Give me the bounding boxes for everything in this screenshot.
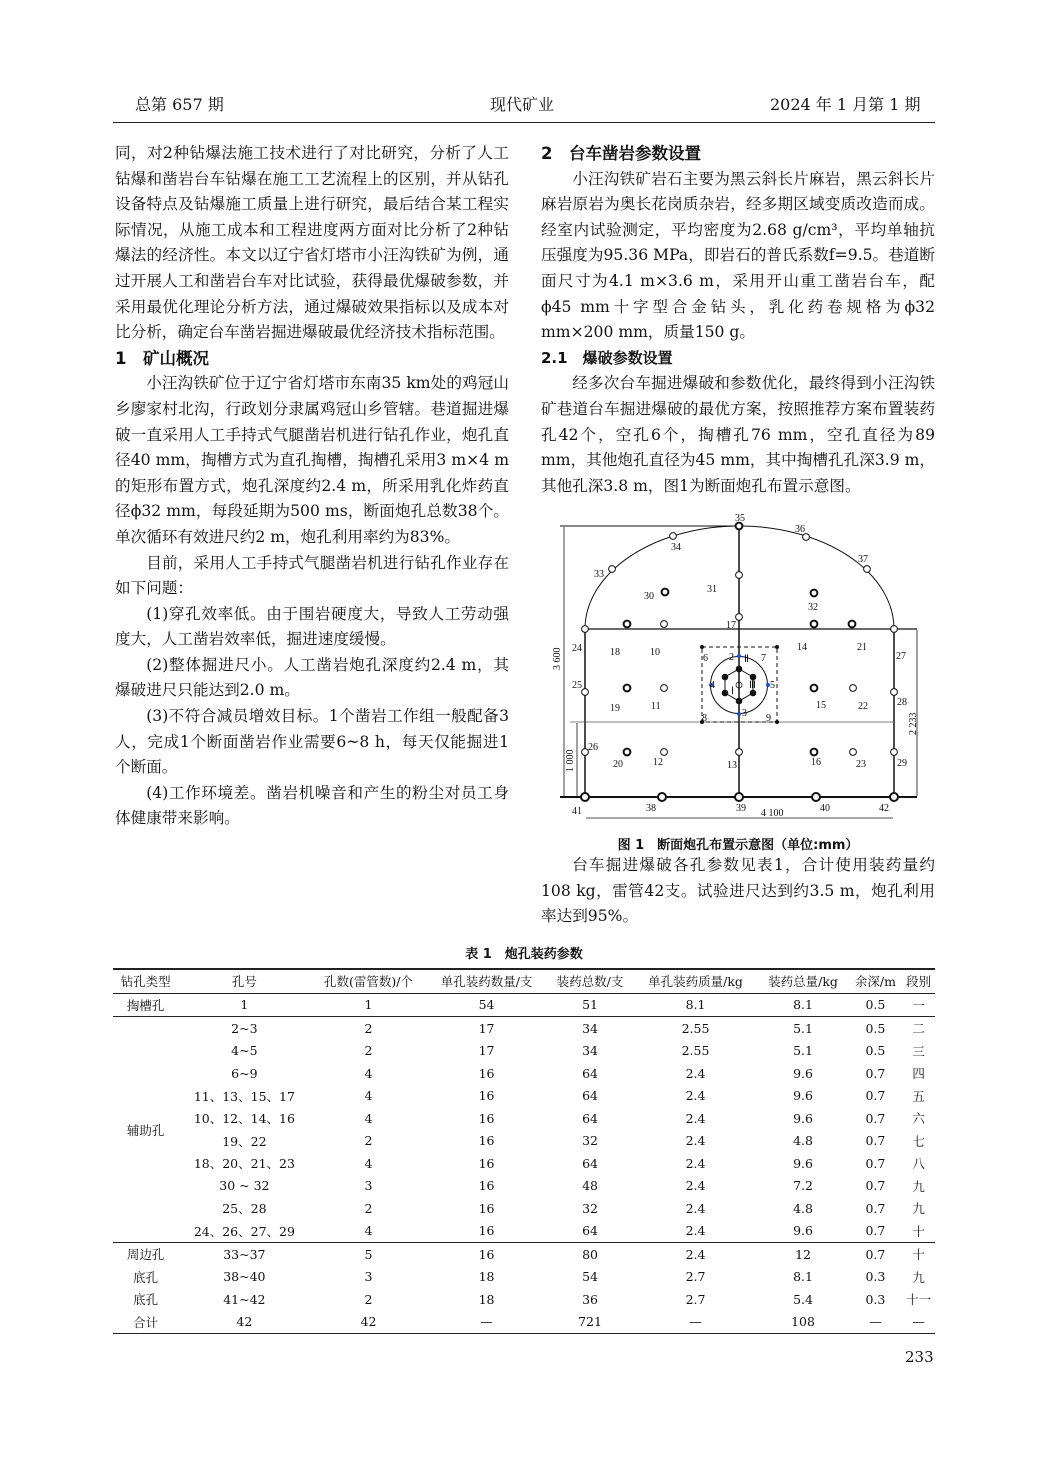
hole-number-label: 17 bbox=[726, 620, 736, 631]
table-cell: 九 bbox=[912, 1201, 925, 1217]
hole-number-label: 15 bbox=[816, 700, 826, 711]
hole-number-label: 4 bbox=[710, 680, 715, 691]
table-cell: 2 bbox=[364, 1291, 373, 1307]
table-row bbox=[113, 1085, 935, 1108]
table-cell: 6~9 bbox=[231, 1065, 258, 1081]
hole-type-cell: 底孔 bbox=[133, 1269, 159, 1285]
corner-hole-marker bbox=[775, 720, 779, 724]
column-header: 孔数(雷管数)/个 bbox=[324, 974, 414, 990]
table-cell: 0.7 bbox=[865, 1155, 886, 1171]
table-cell: 41~42 bbox=[223, 1291, 266, 1307]
hole-number-label: 14 bbox=[797, 642, 807, 653]
hole-number-label: 24 bbox=[572, 643, 582, 654]
table-cell: 5.1 bbox=[793, 1043, 813, 1059]
table-row bbox=[113, 1266, 935, 1289]
charge-parameters-table bbox=[113, 968, 935, 1334]
table-cell: 4 bbox=[364, 1110, 373, 1126]
table-cell: 2 bbox=[364, 1043, 373, 1059]
hole-number-label: Ⅰ bbox=[731, 686, 734, 697]
table-cell: 一 bbox=[912, 997, 925, 1013]
hole-number-label: 38 bbox=[646, 803, 656, 814]
table-cell: 34 bbox=[582, 1043, 598, 1059]
hole-number-label: 12 bbox=[653, 757, 663, 768]
figure-caption: 图 1 断面炮孔布置示意图（单位:mm） bbox=[617, 838, 859, 853]
hole-number-label: Ⅲ bbox=[749, 680, 756, 691]
table-cell: 32 bbox=[582, 1133, 598, 1149]
table-cell: 16 bbox=[478, 1065, 495, 1081]
blasthole-marker bbox=[661, 749, 668, 756]
dimension-wall-label: 2 233 bbox=[908, 712, 919, 735]
blasthole-marker bbox=[891, 689, 898, 696]
table-row bbox=[113, 993, 935, 1017]
table-cell: 十 bbox=[912, 1223, 925, 1239]
table-cell: 42 bbox=[360, 1314, 377, 1330]
hole-number-label: 13 bbox=[727, 760, 737, 771]
table-cell: 0.5 bbox=[865, 997, 886, 1013]
table-cell: 64 bbox=[582, 1155, 598, 1171]
hole-number-label: 34 bbox=[671, 542, 681, 553]
table-cell: 5 bbox=[364, 1246, 373, 1262]
hole-number-label: 40 bbox=[820, 803, 830, 814]
hole-number-label: 33 bbox=[594, 569, 604, 580]
table-cell: 2.55 bbox=[681, 1020, 710, 1036]
table-cell: 0.7 bbox=[865, 1065, 886, 1081]
table-cell: 9.6 bbox=[793, 1088, 813, 1104]
hole-number-label: 23 bbox=[856, 759, 866, 770]
hole-number-label: Ⅱ bbox=[744, 654, 749, 665]
blasthole-marker bbox=[624, 621, 631, 628]
table-cell: 12 bbox=[795, 1246, 811, 1262]
table-cell: 2.4 bbox=[685, 1223, 706, 1239]
table-cell: 24、26、27、29 bbox=[193, 1223, 295, 1239]
table-cell: 0.7 bbox=[865, 1178, 886, 1194]
table-cell: 4~5 bbox=[231, 1043, 258, 1059]
blasthole-marker bbox=[850, 685, 857, 692]
hole-type-cell: 底孔 bbox=[133, 1292, 159, 1308]
table-cell: 18、20、21、23 bbox=[193, 1156, 295, 1172]
blasthole-marker bbox=[662, 589, 669, 596]
hole-type-cell: 周边孔 bbox=[126, 1247, 165, 1263]
table-cell: 二 bbox=[912, 1021, 925, 1037]
blasthole-marker bbox=[661, 621, 668, 628]
table-cell: 30 ~ 32 bbox=[219, 1178, 270, 1194]
table-row bbox=[113, 1017, 935, 1040]
table-cell: 108 bbox=[791, 1314, 815, 1330]
table-cell: 80 bbox=[582, 1246, 598, 1262]
table-cell: 16 bbox=[478, 1088, 495, 1104]
running-header-issue: 总第 657 期 bbox=[135, 95, 224, 114]
table-cell: 33~37 bbox=[223, 1246, 266, 1262]
table-cell: 六 bbox=[912, 1111, 925, 1127]
table-cell: 8.1 bbox=[685, 997, 706, 1013]
hole-number-label: 7 bbox=[761, 653, 766, 664]
hole-number-label: 41 bbox=[572, 806, 582, 817]
paragraph: 小汪沟铁矿岩石主要为黑云斜长片麻岩，黑云斜长片麻岩原岩为奥长花岗质杂岩，经多期区域变质改造而成。经室内试验测定，平均密度为2.68 g/cm³，平均单轴抗压强度为95.36 MPa，即岩石的普氏系数f=9.5。巷道断面尺寸为4.1 m×3.6 m，采用开山重工凿岩台车，配ϕ45 mm十字型合金钻头，乳化药卷规格为ϕ32 mm×200 mm，质量150 g。 bbox=[541, 169, 935, 342]
table-cell: 0.5 bbox=[865, 1020, 886, 1036]
hole-number-label: 5 bbox=[770, 680, 775, 691]
column-header: 装药总量/kg bbox=[768, 974, 838, 990]
blasthole-marker bbox=[609, 566, 616, 573]
table-cell: 5.4 bbox=[793, 1291, 813, 1307]
paragraph: 小汪沟铁矿位于辽宁省灯塔市东南35 km处的鸡冠山乡廖家村北沟，行政划分隶属鸡冠山乡管辖。巷道掘进爆破一直采用人工手持式气腿凿岩机进行钻孔作业，炮孔直径40 mm，掏槽方式为直孔掏槽，掏槽孔采用3 m×4 m的矩形布置方式，炮孔深度约2.4 m，所采用乳化炸药直径ϕ32 mm，每段延期为500 ms，断面炮孔总数38个。单次循环有效进尺约2 m，炮孔利用率约为83%。 bbox=[115, 374, 509, 546]
table-row bbox=[113, 1243, 935, 1266]
table-cell: 17 bbox=[478, 1043, 495, 1059]
table-cell: 16 bbox=[478, 1246, 495, 1262]
section-2-heading: 2 台车凿岩参数设置 bbox=[541, 144, 701, 163]
hole-number-label: 16 bbox=[811, 757, 821, 768]
table-cell: 54 bbox=[478, 997, 495, 1013]
table-cell: 64 bbox=[582, 1110, 598, 1126]
paragraph: (2)整体掘进尺小。人工凿岩炮孔深度约2.4 m，其爆破进尺只能达到2.0 m。 bbox=[115, 655, 509, 700]
table-cell: 16 bbox=[478, 1133, 495, 1149]
table-cell: 38~40 bbox=[223, 1269, 266, 1285]
table-cell: 四 bbox=[912, 1066, 925, 1082]
blasthole-marker bbox=[890, 793, 898, 801]
column-header: 余深/m bbox=[854, 974, 896, 990]
hole-number-label: 19 bbox=[610, 703, 620, 714]
paragraph: 台车掘进爆破各孔参数见表1，合计使用装药量约108 kg，雷管42支。试验进尺达到约3.5 m，炮孔利用率达到95%。 bbox=[541, 856, 935, 926]
table-cell: 2.7 bbox=[685, 1291, 706, 1307]
table-cell: 0.5 bbox=[865, 1043, 886, 1059]
hole-number-label: 36 bbox=[795, 524, 805, 535]
table-cell: 10、12、14、16 bbox=[193, 1111, 295, 1127]
table-cell: 8.1 bbox=[793, 1269, 813, 1285]
blasthole-marker bbox=[811, 749, 818, 756]
table-cell: 9.6 bbox=[793, 1223, 813, 1239]
table-cell: 11、13、15、17 bbox=[193, 1088, 295, 1104]
table-cell: 36 bbox=[582, 1291, 598, 1307]
relief-hole-marker bbox=[737, 654, 741, 658]
table-cell: 8.1 bbox=[793, 997, 813, 1013]
hole-number-label: 21 bbox=[857, 642, 867, 653]
column-header: 装药总数/支 bbox=[556, 974, 624, 990]
paragraph: 经多次台车掘进爆破和参数优化，最终得到小汪沟铁矿巷道台车掘进爆破的最优方案，按照推荐方案布置装药孔42个，空孔6个，掏槽孔76 mm，空孔直径为89 mm，其他炮孔直径为45 mm，其中掏槽孔孔深3.9 m，其他孔深3.8 m，图1为断面炮孔布置示意图。 bbox=[541, 374, 935, 495]
table-header-row bbox=[113, 969, 935, 993]
table-cell: 2 bbox=[364, 1200, 373, 1216]
table-cell: 九 bbox=[912, 1269, 925, 1285]
hole-number-label: 2 bbox=[729, 652, 734, 663]
table-row bbox=[113, 1040, 935, 1063]
hole-number-label: 26 bbox=[588, 742, 598, 753]
hole-type-cell: 合计 bbox=[133, 1314, 159, 1330]
blasthole-marker bbox=[661, 685, 668, 692]
cut-hole-marker bbox=[736, 698, 743, 705]
hole-number-label: 37 bbox=[858, 554, 868, 565]
table-cell: 18 bbox=[478, 1291, 495, 1307]
right-column-bottom bbox=[541, 853, 935, 930]
table-cell: 64 bbox=[582, 1223, 598, 1239]
table-cell: 七 bbox=[912, 1133, 925, 1149]
column-header: 单孔装药质量/kg bbox=[648, 974, 743, 990]
paragraph: 目前，采用人工手持式气腿凿岩机进行钻孔作业存在如下问题： bbox=[115, 553, 509, 598]
running-header-date: 2024 年 1 月第 1 期 bbox=[770, 95, 921, 114]
table-cell: 16 bbox=[478, 1223, 495, 1239]
hole-number-label: 10 bbox=[650, 647, 660, 658]
hole-type-cell: 辅助孔 bbox=[126, 1122, 165, 1138]
table-cell: 5.1 bbox=[793, 1020, 813, 1036]
table-cell: 4 bbox=[364, 1088, 373, 1104]
blasthole-marker bbox=[735, 793, 743, 801]
blasthole-marker bbox=[581, 793, 589, 801]
blasthole-marker bbox=[849, 621, 856, 628]
table-row bbox=[113, 1062, 935, 1085]
table-cell: 17 bbox=[478, 1020, 495, 1036]
table-cell: 9.6 bbox=[793, 1110, 813, 1126]
table-cell: — bbox=[912, 1314, 925, 1330]
paragraph: (3)不符合减员增效目标。1个凿岩工作组一般配备3人，完成1个断面凿岩作业需要6~8 h，每天仅能掘进1个断面。 bbox=[115, 707, 509, 777]
table-row bbox=[113, 1107, 935, 1130]
hole-number-label: 31 bbox=[707, 584, 717, 595]
table-cell: 3 bbox=[364, 1269, 373, 1285]
table-cell: 2.4 bbox=[685, 1200, 706, 1216]
left-column bbox=[115, 141, 509, 832]
table-cell: 2.4 bbox=[685, 1088, 706, 1104]
table-cell: 1 bbox=[240, 997, 249, 1013]
table-cell: 十一 bbox=[906, 1292, 932, 1308]
blasthole-marker bbox=[624, 685, 631, 692]
table-cell: 十 bbox=[912, 1247, 925, 1263]
blasthole-marker bbox=[891, 749, 898, 756]
table-cell: 64 bbox=[582, 1065, 598, 1081]
table-cell: 42 bbox=[236, 1314, 253, 1330]
table-cell: 0.3 bbox=[865, 1269, 886, 1285]
column-header: 段别 bbox=[906, 974, 932, 990]
cut-hole-marker bbox=[722, 674, 729, 681]
table-cell: 16 bbox=[478, 1178, 495, 1194]
table-cell: 4 bbox=[364, 1065, 373, 1081]
column-header: 单孔装药数量/支 bbox=[440, 974, 533, 990]
corner-hole-marker bbox=[700, 645, 704, 649]
table-cell: 2 bbox=[364, 1020, 373, 1036]
table-cell: 4.8 bbox=[793, 1133, 813, 1149]
table-cell: 32 bbox=[582, 1200, 598, 1216]
column-header: 钻孔类型 bbox=[120, 974, 171, 990]
table-cell: 2.55 bbox=[681, 1043, 710, 1059]
table-cell: 7.2 bbox=[793, 1178, 813, 1194]
hole-number-label: 39 bbox=[736, 803, 746, 814]
blasthole-marker bbox=[736, 614, 743, 621]
table-row bbox=[113, 1197, 935, 1220]
hole-number-label: 6 bbox=[703, 653, 708, 664]
hole-number-label: 32 bbox=[808, 602, 818, 613]
blasthole-marker bbox=[812, 793, 820, 801]
table-cell: 0.7 bbox=[865, 1223, 886, 1239]
blasthole-marker bbox=[864, 566, 871, 573]
table-cell: 0.7 bbox=[865, 1110, 886, 1126]
blasthole-marker bbox=[736, 749, 743, 756]
table-cell: 64 bbox=[582, 1088, 598, 1104]
table-row bbox=[113, 1130, 935, 1153]
table-cell: 2~3 bbox=[231, 1020, 258, 1036]
hole-number-label: 28 bbox=[897, 697, 907, 708]
table-cell: 2.4 bbox=[685, 1110, 706, 1126]
table-cell: 五 bbox=[912, 1088, 925, 1104]
table-cell: 19、22 bbox=[222, 1133, 267, 1149]
blasthole-marker bbox=[736, 572, 743, 579]
table-cell: 25、28 bbox=[222, 1201, 267, 1217]
hole-number-label: 27 bbox=[896, 651, 906, 662]
section-2-1-heading: 2.1 爆破参数设置 bbox=[541, 348, 673, 367]
hole-number-label: 3 bbox=[742, 708, 747, 719]
table-cell: — bbox=[869, 1314, 882, 1330]
paragraph: (4)工作环境差。凿岩机噪音和产生的粉尘对员工身体健康带来影响。 bbox=[115, 783, 509, 828]
table-cell: 三 bbox=[912, 1043, 925, 1059]
table-cell: 9.6 bbox=[793, 1065, 813, 1081]
cut-hole-marker bbox=[722, 690, 729, 697]
table-cell: — bbox=[480, 1314, 493, 1330]
corner-hole-marker bbox=[775, 645, 779, 649]
hole-number-label: 22 bbox=[858, 701, 868, 712]
table-cell: 54 bbox=[582, 1269, 598, 1285]
table-cell: 4 bbox=[364, 1223, 373, 1239]
header-rule bbox=[113, 122, 935, 123]
hole-number-label: 20 bbox=[613, 759, 623, 770]
table-cell: 0.7 bbox=[865, 1088, 886, 1104]
table-cell: 八 bbox=[912, 1156, 925, 1172]
paragraph: (1)穿孔效率低。由于围岩硬度大，导致人工劳动强度大，人工凿岩效率低，掘进速度缓慢。 bbox=[115, 604, 509, 649]
blasthole-marker bbox=[582, 626, 589, 633]
table-row bbox=[113, 1175, 935, 1198]
dimension-lower-label: 1 000 bbox=[565, 749, 576, 772]
blasthole-marker bbox=[850, 749, 857, 756]
table-cell: 2.4 bbox=[685, 1246, 706, 1262]
table-cell: 2 bbox=[364, 1133, 373, 1149]
dimension-width-label: 4 100 bbox=[761, 808, 784, 819]
table-caption: 表 1 炮孔装药参数 bbox=[465, 947, 583, 962]
table-row bbox=[113, 1288, 935, 1311]
blasthole-marker bbox=[658, 793, 666, 801]
table-cell: 48 bbox=[582, 1178, 598, 1194]
blasthole-marker bbox=[811, 590, 818, 597]
blasthole-marker bbox=[811, 685, 818, 692]
section-1-heading: 1 矿山概况 bbox=[115, 348, 209, 368]
table-cell: 2.4 bbox=[685, 1065, 706, 1081]
relief-hole-marker bbox=[737, 712, 741, 716]
cut-hole-marker bbox=[736, 666, 743, 673]
table-row bbox=[113, 1220, 935, 1243]
table-cell: 0.3 bbox=[865, 1291, 886, 1307]
hole-number-label: 35 bbox=[735, 513, 745, 524]
table-cell: 16 bbox=[478, 1155, 495, 1171]
blasthole-layout-figure bbox=[550, 510, 925, 830]
table-cell: 18 bbox=[478, 1269, 495, 1285]
blasthole-marker bbox=[670, 533, 677, 540]
blasthole-marker bbox=[582, 689, 589, 696]
running-header-journal: 现代矿业 bbox=[490, 95, 555, 114]
table-cell: 3 bbox=[364, 1178, 373, 1194]
table-row bbox=[113, 1152, 935, 1175]
table-row bbox=[113, 1311, 935, 1334]
table-cell: 4 bbox=[364, 1155, 373, 1171]
blasthole-marker bbox=[624, 749, 631, 756]
dimension-height-label: 3 600 bbox=[552, 647, 563, 670]
hole-number-label: 18 bbox=[610, 647, 620, 658]
table-cell: — bbox=[689, 1314, 702, 1330]
hole-number-label: 11 bbox=[651, 701, 661, 712]
hole-number-label: 42 bbox=[879, 803, 889, 814]
hole-number-label: 8 bbox=[702, 713, 707, 724]
table-cell: 721 bbox=[578, 1314, 602, 1330]
table-cell: 1 bbox=[364, 997, 373, 1013]
column-header: 孔号 bbox=[231, 974, 257, 990]
table-cell: 0.7 bbox=[865, 1133, 886, 1149]
hole-number-label: 9 bbox=[766, 713, 771, 724]
table-cell: 16 bbox=[478, 1110, 495, 1126]
table-cell: 16 bbox=[478, 1200, 495, 1216]
table-cell: 2.4 bbox=[685, 1155, 706, 1171]
page-number: 233 bbox=[905, 1348, 934, 1366]
table-cell: 2.7 bbox=[685, 1269, 706, 1285]
right-column-top bbox=[541, 141, 935, 499]
hole-type-cell: 掏槽孔 bbox=[126, 997, 165, 1013]
table-cell: 9.6 bbox=[793, 1155, 813, 1171]
hole-number-label: 29 bbox=[897, 758, 907, 769]
blasthole-marker bbox=[811, 621, 818, 628]
table-cell: 2.4 bbox=[685, 1178, 706, 1194]
table-cell: 51 bbox=[582, 997, 598, 1013]
table-cell: 2.4 bbox=[685, 1133, 706, 1149]
table-cell: 4.8 bbox=[793, 1200, 813, 1216]
table-cell: 34 bbox=[582, 1020, 598, 1036]
table-cell: 0.7 bbox=[865, 1246, 886, 1262]
hole-number-label: 25 bbox=[572, 680, 582, 691]
hole-number-label: 30 bbox=[644, 591, 654, 602]
blasthole-marker bbox=[891, 626, 898, 633]
table-cell: 0.7 bbox=[865, 1200, 886, 1216]
table-cell: 九 bbox=[912, 1178, 925, 1194]
intro-paragraph: 同，对2种钻爆法施工技术进行了对比研究，分析了人工钻爆和凿岩台车钻爆在施工工艺流程上的区别，并从钻孔设备特点及钻爆施工质量上进行研究，最后结合某工程实际情况，从施工成本和工程进度两方面对比分析了2种钻爆法的经济性。本文以辽宁省灯塔市小汪沟铁矿为例，通过开展人工和凿岩台车对比试验，获得最优爆破参数，并采用最优化理论分析方法，通过爆破效果指标以及成本对比分析，确定台车凿岩掘进爆破最优经济技术指标范围。 bbox=[115, 144, 509, 342]
